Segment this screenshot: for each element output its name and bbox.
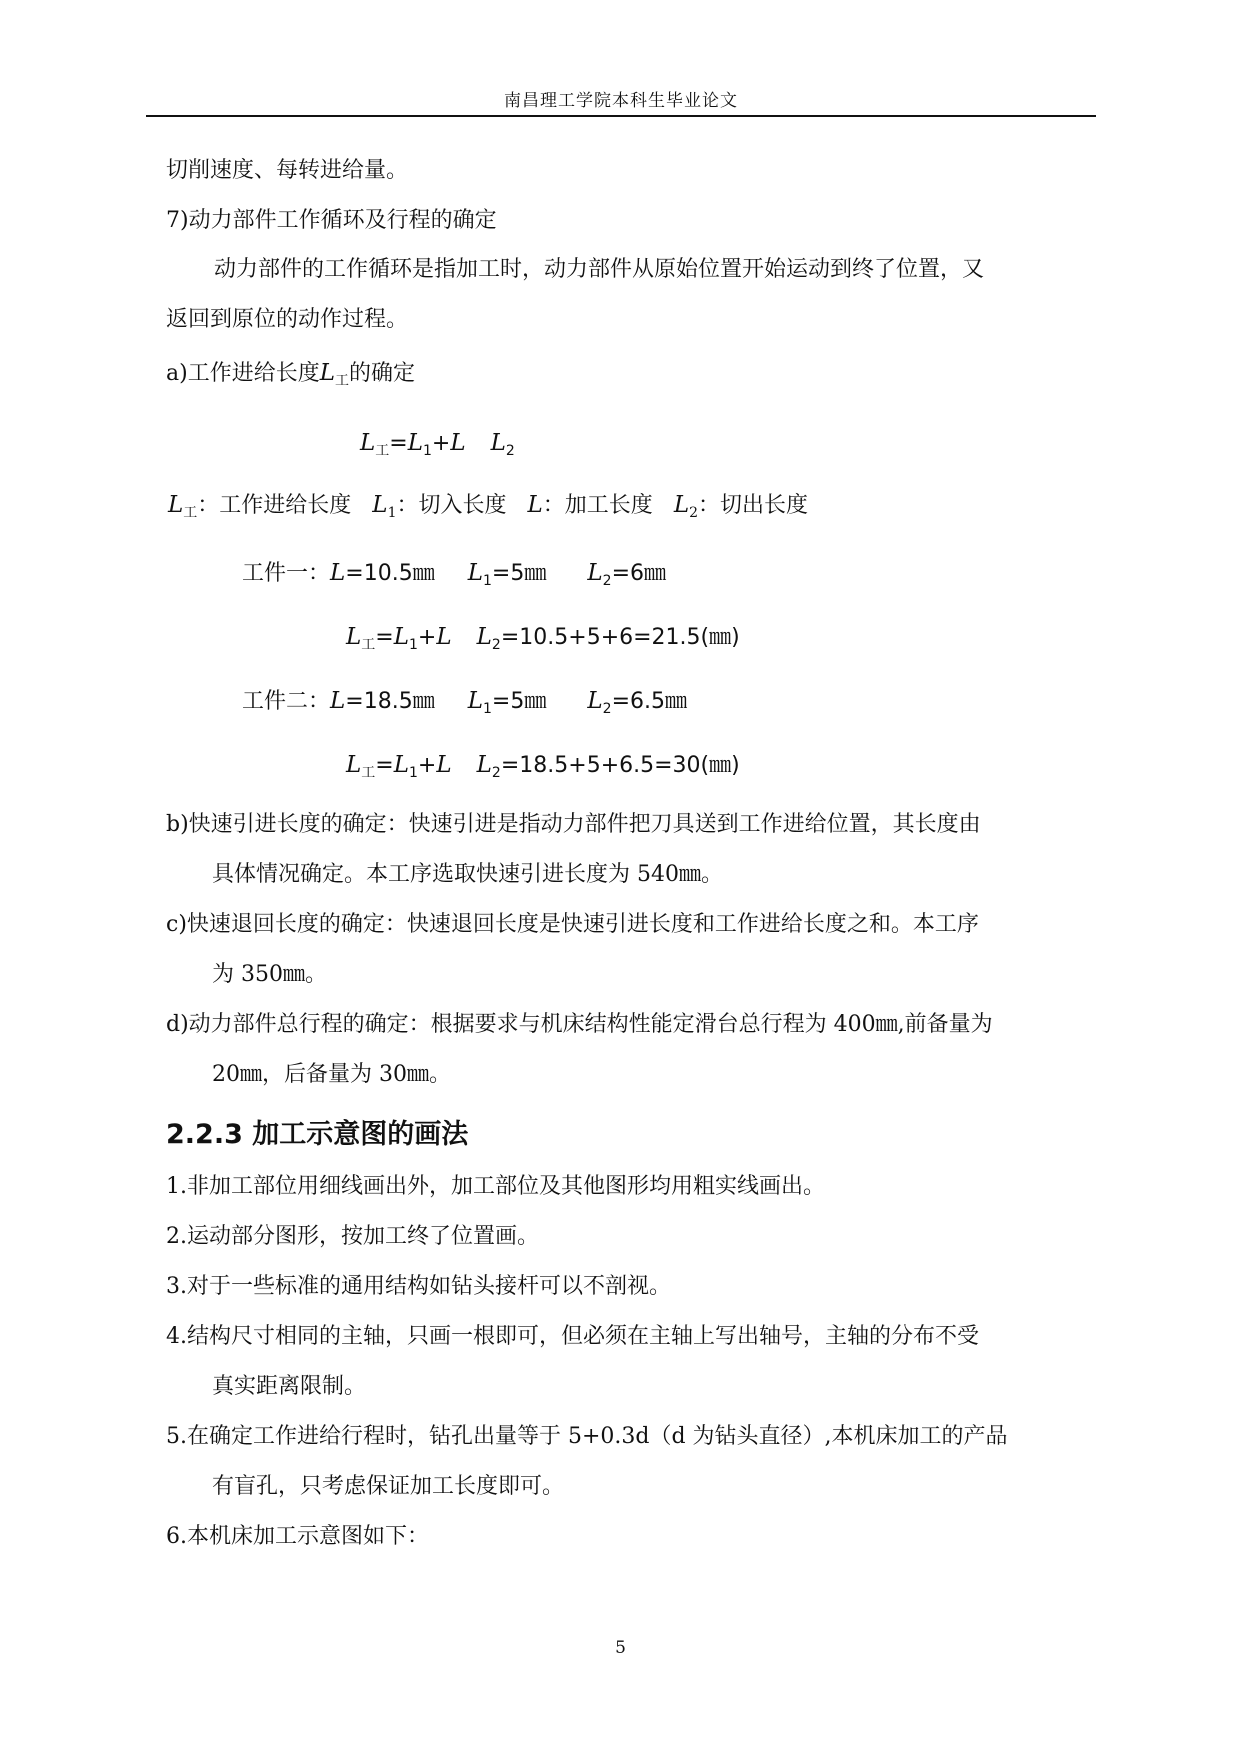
math-value: =5㎜: [491, 561, 547, 586]
workpiece-2-line: [242, 686, 687, 724]
math-var: L: [436, 624, 452, 650]
math-sub: 工: [361, 637, 376, 653]
math-op: =: [389, 431, 408, 456]
math-value: =6㎜: [611, 561, 666, 586]
math-var: L: [393, 752, 409, 778]
text-line: 动力部件的工作循环是指加工时，动力部件从原始位置开始运动到终了位置，又: [214, 257, 985, 282]
math-value: =10.5㎜: [345, 561, 435, 586]
math-var: L: [330, 688, 346, 714]
workpiece-label: 工件一：: [242, 561, 331, 586]
workpiece-label: 工件二：: [242, 689, 331, 714]
text-fragment: a)工作进给长度: [166, 361, 320, 386]
math-var: L: [476, 624, 492, 650]
formula-line: [360, 428, 515, 466]
math-var: L: [450, 430, 466, 456]
math-sub: 1: [483, 701, 492, 717]
text-line: c)快速退回长度的确定：快速退回长度是快速引进长度和工作进给长度之和。本工序: [166, 912, 979, 937]
legend-text: ：加工长度: [542, 493, 653, 518]
header-rule: [146, 115, 1096, 117]
math-op: =: [375, 753, 394, 778]
list-item: 3.对于一些标准的通用结构如钻头接杆可以不剖视。: [166, 1274, 671, 1299]
math-op: +: [417, 753, 437, 778]
math-var: L: [372, 492, 388, 518]
text-line: [166, 358, 415, 396]
math-op: +: [431, 431, 451, 456]
math-var: L: [360, 430, 376, 456]
math-sub: 1: [409, 637, 418, 653]
list-item: 6.本机床加工示意图如下：: [166, 1524, 429, 1549]
math-var: L: [587, 688, 603, 714]
math-var: L: [346, 624, 362, 650]
math-sub: 2: [602, 701, 612, 717]
math-var: L: [407, 430, 423, 456]
math-sub: 1: [483, 573, 492, 589]
math-var: L: [319, 360, 335, 386]
math-var: L: [393, 624, 409, 650]
math-sub: 工: [375, 443, 390, 459]
text-line: 切削速度、每转进给量。: [166, 158, 409, 183]
text-line: 20㎜，后备量为 30㎜。: [212, 1062, 451, 1087]
math-var: L: [467, 688, 483, 714]
math-sub: 2: [689, 505, 699, 521]
math-sub: 工: [334, 373, 349, 389]
math-sub: 工: [183, 505, 198, 521]
text-line: b)快速引进长度的确定：快速引进是指动力部件把刀具送到工作进给位置，其长度由: [166, 812, 981, 837]
text-line: 为 350㎜。: [212, 962, 327, 987]
workpiece-1-result: [346, 622, 740, 660]
math-var: L: [467, 560, 483, 586]
math-value: =5㎜: [491, 689, 547, 714]
math-var: L: [490, 430, 506, 456]
math-sub: 1: [387, 505, 397, 521]
math-var: L: [587, 560, 603, 586]
math-value: =6.5㎜: [611, 689, 687, 714]
legend-text: ：切入长度: [396, 493, 507, 518]
list-item: 2.运动部分图形，按加工终了位置画。: [166, 1224, 539, 1249]
workpiece-2-result: [346, 750, 740, 788]
math-sub: 2: [602, 573, 612, 589]
list-item-continuation: 真实距离限制。: [212, 1374, 367, 1399]
math-sub: 2: [491, 765, 501, 781]
text-line: 具体情况确定。本工序选取快速引进长度为 540㎜。: [212, 862, 723, 887]
math-var: L: [673, 492, 690, 518]
list-item: 1.非加工部位用细线画出外，加工部位及其他图形均用粗实线画出。: [166, 1174, 825, 1199]
math-sub: 2: [505, 443, 515, 459]
math-value: =18.5+5+6.5=30(㎜): [500, 753, 740, 778]
legend-text: ：切出长度: [698, 493, 809, 518]
section-heading: 2.2.3 加工示意图的画法: [166, 1119, 469, 1150]
text-line: 返回到原位的动作过程。: [166, 307, 409, 332]
text-fragment: 的确定: [348, 361, 415, 386]
math-var: L: [346, 752, 362, 778]
math-value: =10.5+5+6=21.5(㎜): [500, 625, 740, 650]
math-sub: 1: [409, 765, 418, 781]
text-line: 7)动力部件工作循环及行程的确定: [166, 208, 497, 233]
legend-text: ：工作进给长度: [197, 493, 352, 518]
legend-line: [168, 490, 808, 528]
list-item: 5.在确定工作进给行程时，钻孔出量等于 5+0.3d（d 为钻头直径）,本机床加工的产品: [166, 1424, 1008, 1449]
math-var: L: [330, 560, 346, 586]
running-header: 南昌理工学院本科生毕业论文: [504, 91, 738, 111]
math-sub: 1: [423, 443, 432, 459]
math-op: =: [375, 625, 394, 650]
math-var: L: [168, 492, 184, 518]
math-var: L: [476, 752, 492, 778]
math-sub: 2: [491, 637, 501, 653]
text-line: d)动力部件总行程的确定：根据要求与机床结构性能定滑台总行程为 400㎜,前备量为: [166, 1012, 993, 1037]
math-var: L: [436, 752, 452, 778]
page-number: 5: [615, 1638, 626, 1658]
math-sub: 工: [361, 765, 376, 781]
list-item: 4.结构尺寸相同的主轴，只画一根即可，但必须在主轴上写出轴号，主轴的分布不受: [166, 1324, 979, 1349]
math-op: +: [417, 625, 437, 650]
list-item-continuation: 有盲孔，只考虑保证加工长度即可。: [212, 1474, 565, 1499]
workpiece-1-line: [242, 558, 666, 596]
math-value: =18.5㎜: [345, 689, 435, 714]
math-var: L: [527, 492, 543, 518]
